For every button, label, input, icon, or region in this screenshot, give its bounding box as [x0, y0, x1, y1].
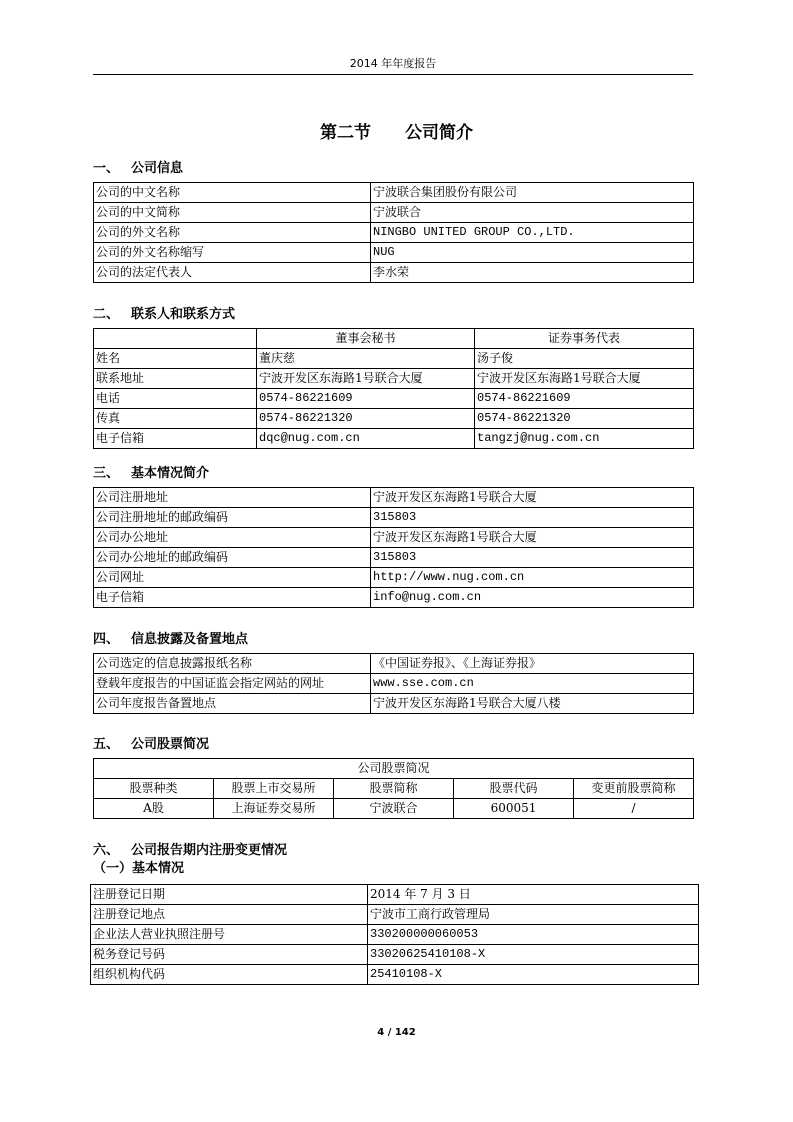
disclosure-table — [93, 653, 694, 714]
table-cell: / — [574, 799, 694, 819]
stock-table — [93, 758, 694, 819]
table-cell: tangzj@nug.com.cn — [475, 429, 694, 449]
table-cell: 《中国证券报》、《上海证券报》 — [371, 654, 694, 674]
table-cell: 公司注册地址的邮政编码 — [94, 508, 371, 528]
table-cell: NINGBO UNITED GROUP CO.,LTD. — [371, 223, 694, 243]
table-row — [94, 508, 694, 528]
table-cell: 0574-86221609 — [475, 389, 694, 409]
section-registration — [93, 843, 693, 882]
table-cell: 公司的中文名称 — [94, 183, 371, 203]
table-cell: 0574-86221609 — [257, 389, 475, 409]
table-cell: 组织机构代码 — [91, 965, 368, 985]
section-heading: 四、 信息披露及备置地点 — [93, 632, 249, 647]
table-row — [94, 349, 694, 369]
table-cell: 0574-86221320 — [257, 409, 475, 429]
table-cell: 2014 年 7 月 3 日 — [368, 885, 699, 905]
table-cell: 股票简称 — [334, 779, 454, 799]
table-cell: 公司的外文名称缩写 — [94, 243, 371, 263]
section-heading: 五、 公司股票简况 — [93, 737, 210, 752]
table-cell: info@nug.com.cn — [371, 588, 694, 608]
page-title: 第二节 公司简介 — [320, 123, 473, 143]
table-row — [94, 243, 694, 263]
section-heading: 一、 公司信息 — [93, 161, 184, 176]
table-cell: 注册登记地点 — [91, 905, 368, 925]
section-basic-info — [93, 466, 693, 608]
table-cell: 公司办公地址的邮政编码 — [94, 548, 371, 568]
table-cell: 330200000060053 — [368, 925, 699, 945]
table-cell: 上海证券交易所 — [214, 799, 334, 819]
table-row — [94, 409, 694, 429]
table-cell: http://www.nug.com.cn — [371, 568, 694, 588]
section-stock — [93, 737, 693, 819]
section-disclosure — [93, 632, 693, 714]
table-row — [91, 945, 699, 965]
table-cell: 33020625410108-X — [368, 945, 699, 965]
table-cell: 宁波开发区东海路1号联合大厦 — [475, 369, 694, 389]
table-row — [91, 965, 699, 985]
table-row — [91, 885, 699, 905]
table-cell: 电子信箱 — [94, 429, 257, 449]
table-cell: 税务登记号码 — [91, 945, 368, 965]
table-row — [91, 905, 699, 925]
section-registration-table-wrap — [90, 884, 698, 985]
table-row — [94, 799, 694, 819]
table-cell: 传真 — [94, 409, 257, 429]
section-contacts — [93, 307, 693, 449]
table-row — [94, 588, 694, 608]
table-row — [94, 183, 694, 203]
table-cell — [94, 329, 257, 349]
table-row — [91, 925, 699, 945]
table-cell: dqc@nug.com.cn — [257, 429, 475, 449]
table-cell: 股票代码 — [454, 779, 574, 799]
registration-table — [90, 884, 699, 985]
section-company-info — [93, 161, 693, 283]
table-cell: 董庆慈 — [257, 349, 475, 369]
table-row — [94, 488, 694, 508]
table-row — [94, 674, 694, 694]
table-cell: 宁波联合 — [371, 203, 694, 223]
table-cell: 注册登记日期 — [91, 885, 368, 905]
table-cell: 宁波开发区东海路1号联合大厦 — [257, 369, 475, 389]
table-caption-row — [94, 759, 694, 779]
table-row — [94, 203, 694, 223]
table-cell: 公司办公地址 — [94, 528, 371, 548]
table-row — [94, 694, 694, 714]
basic-info-table — [93, 487, 694, 608]
table-cell: www.sse.com.cn — [371, 674, 694, 694]
table-cell: 公司的中文简称 — [94, 203, 371, 223]
sub-heading: （一）基本情况 — [93, 861, 185, 876]
table-row — [94, 389, 694, 409]
table-cell: 25410108-X — [368, 965, 699, 985]
table-cell: 宁波联合集团股份有限公司 — [371, 183, 694, 203]
table-cell: 李水荣 — [371, 263, 694, 283]
company-info-table — [93, 182, 694, 283]
table-cell: 公司选定的信息披露报纸名称 — [94, 654, 371, 674]
table-cell: 姓名 — [94, 349, 257, 369]
table-cell: 变更前股票简称 — [574, 779, 694, 799]
table-cell: 公司的法定代表人 — [94, 263, 371, 283]
table-cell: 公司股票简况 — [94, 759, 694, 779]
table-row — [94, 528, 694, 548]
table-cell: A股 — [94, 799, 214, 819]
table-cell: 公司注册地址 — [94, 488, 371, 508]
table-cell: 企业法人营业执照注册号 — [91, 925, 368, 945]
table-row — [94, 263, 694, 283]
table-cell: 公司年度报告备置地点 — [94, 694, 371, 714]
table-cell: 股票上市交易所 — [214, 779, 334, 799]
table-cell: 电话 — [94, 389, 257, 409]
table-cell: 公司网址 — [94, 568, 371, 588]
table-row — [94, 568, 694, 588]
table-cell: 汤子俊 — [475, 349, 694, 369]
page-number: 4 / 142 — [377, 1027, 416, 1038]
table-cell: 宁波市工商行政管理局 — [368, 905, 699, 925]
header-rule — [93, 74, 693, 75]
table-cell: 证券事务代表 — [475, 329, 694, 349]
section-heading: 六、 公司报告期内注册变更情况 — [93, 843, 288, 858]
table-row — [94, 369, 694, 389]
table-cell: 登载年度报告的中国证监会指定网站的网址 — [94, 674, 371, 694]
contacts-table — [93, 328, 694, 449]
running-header: 2014 年年度报告 — [349, 57, 437, 70]
table-cell: 600051 — [454, 799, 574, 819]
table-cell: 宁波开发区东海路1号联合大厦 — [371, 488, 694, 508]
table-cell: 联系地址 — [94, 369, 257, 389]
table-cell: 315803 — [371, 548, 694, 568]
table-row — [94, 429, 694, 449]
table-cell: 315803 — [371, 508, 694, 528]
table-cell: 公司的外文名称 — [94, 223, 371, 243]
table-header-row — [94, 329, 694, 349]
section-heading: 二、 联系人和联系方式 — [93, 307, 236, 322]
table-header-row — [94, 779, 694, 799]
table-row — [94, 548, 694, 568]
table-cell: 宁波开发区东海路1号联合大厦 — [371, 528, 694, 548]
section-heading: 三、 基本情况简介 — [93, 466, 210, 481]
table-cell: 宁波联合 — [334, 799, 454, 819]
table-cell: 股票种类 — [94, 779, 214, 799]
table-cell: 电子信箱 — [94, 588, 371, 608]
table-cell: 宁波开发区东海路1号联合大厦八楼 — [371, 694, 694, 714]
table-cell: NUG — [371, 243, 694, 263]
table-row — [94, 654, 694, 674]
table-cell: 0574-86221320 — [475, 409, 694, 429]
table-cell: 董事会秘书 — [257, 329, 475, 349]
table-row — [94, 223, 694, 243]
